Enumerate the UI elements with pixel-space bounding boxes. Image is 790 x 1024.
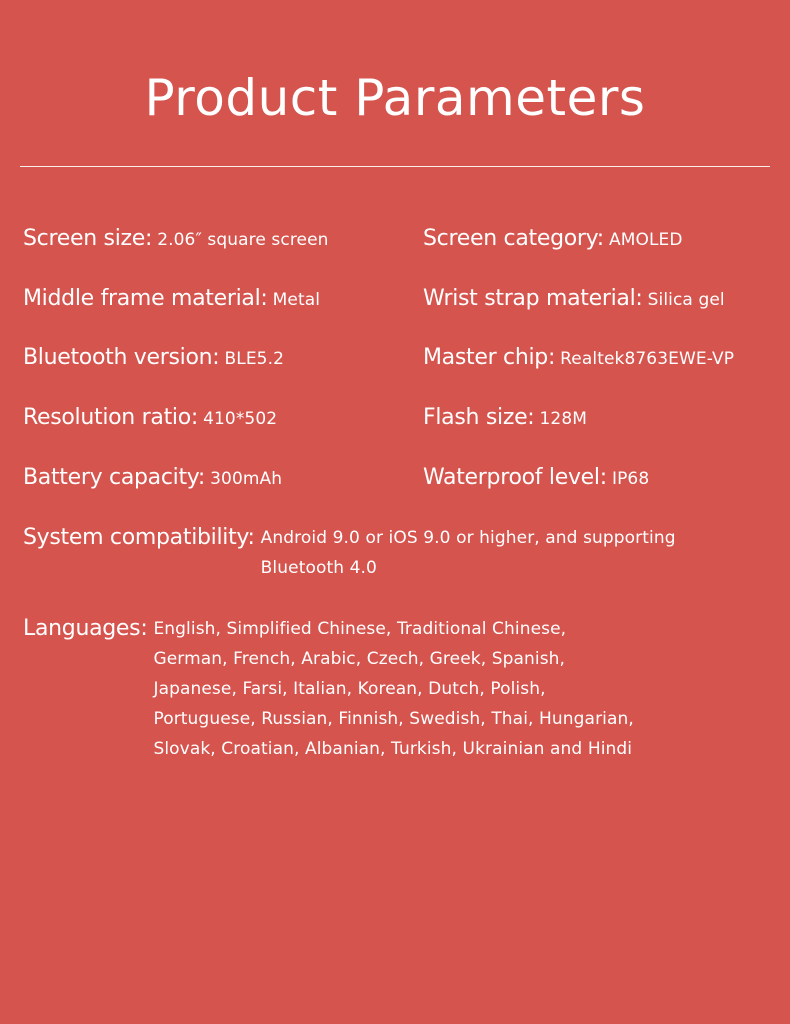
value-line: Slovak, Croatian, Albanian, Turkish, Ukrainian and Hindi: [153, 739, 633, 759]
param-languages: [23, 614, 634, 764]
param-label: Flash size:: [423, 405, 535, 430]
param-label: System compatibility:: [23, 525, 255, 550]
param-label: Languages:: [23, 616, 148, 641]
value-line: Portuguese, Russian, Finnish, Swedish, Thai, Hungarian,: [153, 709, 634, 729]
param-label: Screen size:: [23, 226, 153, 251]
title-divider: [20, 166, 770, 167]
param-value: AMOLED: [608, 230, 683, 250]
param-value: Metal: [272, 290, 321, 310]
param-value: 128M: [539, 409, 588, 429]
param-label: Resolution ratio:: [23, 405, 198, 430]
value-line: Android 9.0 or iOS 9.0 or higher, and supporting: [260, 528, 676, 548]
value-line: English, Simplified Chinese, Traditional Chinese,: [153, 619, 567, 639]
value-line: Bluetooth 4.0: [260, 558, 377, 578]
param-flash-size: [423, 403, 587, 434]
param-value: 2.06″ square screen: [157, 230, 329, 250]
param-label: Master chip:: [423, 345, 556, 370]
param-value: IP68: [611, 469, 650, 489]
param-label: Middle frame material:: [23, 286, 268, 311]
param-resolution-ratio: [23, 403, 277, 434]
param-value: Realtek8763EWE-VP: [560, 349, 735, 369]
param-screen-category: [423, 224, 683, 255]
param-system-compatibility: [23, 523, 676, 583]
param-label: Bluetooth version:: [23, 345, 220, 370]
param-bluetooth-version: [23, 343, 284, 374]
param-label: Battery capacity:: [23, 465, 206, 490]
param-master-chip: [423, 343, 734, 374]
param-value: [261, 523, 676, 583]
param-value: Silica gel: [647, 290, 725, 310]
param-screen-size: [23, 224, 329, 255]
value-line: Japanese, Farsi, Italian, Korean, Dutch, Polish,: [153, 679, 546, 699]
param-value: [153, 614, 633, 764]
param-label: Wrist strap material:: [423, 286, 643, 311]
param-value: BLE5.2: [224, 349, 284, 369]
value-line: German, French, Arabic, Czech, Greek, Spanish,: [153, 649, 566, 669]
param-wrist-strap-material: [423, 284, 725, 315]
param-label: Screen category:: [423, 226, 604, 251]
param-label: Waterproof level:: [423, 465, 607, 490]
param-value: 410*502: [203, 409, 278, 429]
page-title: Product Parameters: [144, 69, 646, 127]
param-waterproof-level: [423, 463, 649, 494]
param-value: 300mAh: [210, 469, 283, 489]
param-middle-frame-material: [23, 284, 320, 315]
param-battery-capacity: [23, 463, 282, 494]
